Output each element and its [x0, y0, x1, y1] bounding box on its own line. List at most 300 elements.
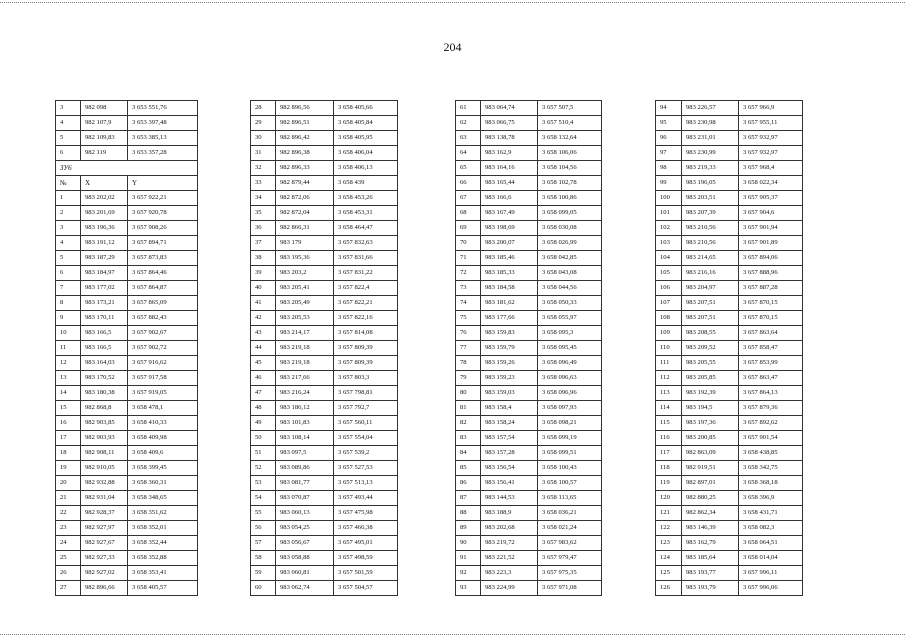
x-coordinate: 982 908,11 — [81, 446, 128, 461]
x-coordinate: 982 863,09 — [682, 446, 739, 461]
x-coordinate: 983 056,67 — [276, 536, 334, 551]
x-coordinate: X — [81, 176, 128, 191]
x-coordinate: 982 919,51 — [682, 461, 739, 476]
table-row — [56, 506, 198, 521]
point-number: 77 — [456, 341, 481, 356]
y-coordinate: 3 657 979,47 — [538, 551, 602, 566]
x-coordinate: 983 187,29 — [81, 251, 128, 266]
point-number: 124 — [656, 551, 682, 566]
table-row — [56, 416, 198, 431]
point-number: 112 — [656, 371, 682, 386]
y-coordinate: 3 658 064,51 — [739, 536, 803, 551]
x-coordinate: 983 167,49 — [481, 206, 538, 221]
y-coordinate: 3 653 385,13 — [128, 131, 198, 146]
x-coordinate: 982 927,67 — [81, 536, 128, 551]
table-row — [251, 221, 398, 236]
y-coordinate: 3 658 096,49 — [538, 356, 602, 371]
x-coordinate: 983 184,97 — [81, 266, 128, 281]
section-label: ЗУ6 — [56, 161, 198, 176]
x-coordinate: 983 205,41 — [276, 281, 334, 296]
y-coordinate: 3 658 036,21 — [538, 506, 602, 521]
point-number: 120 — [656, 491, 682, 506]
y-coordinate: 3 658 396,9 — [739, 491, 803, 506]
table-row — [251, 431, 398, 446]
table-row — [656, 116, 803, 131]
x-coordinate: 982 866,31 — [276, 221, 334, 236]
point-number: 98 — [656, 161, 682, 176]
top-scan-edge — [0, 2, 905, 3]
point-number: 96 — [656, 131, 682, 146]
point-number: 38 — [251, 251, 276, 266]
y-coordinate: 3 658 132,64 — [538, 131, 602, 146]
x-coordinate: 983 060,81 — [276, 566, 334, 581]
point-number: 23 — [56, 521, 81, 536]
table-row — [456, 401, 602, 416]
y-coordinate: 3 657 920,78 — [128, 206, 198, 221]
table-row — [56, 551, 198, 566]
point-number: 26 — [56, 566, 81, 581]
y-coordinate: 3 658 055,97 — [538, 311, 602, 326]
y-coordinate: 3 657 527,53 — [334, 461, 398, 476]
x-coordinate: 983 219,72 — [481, 536, 538, 551]
table-row — [656, 521, 803, 536]
table-row — [251, 476, 398, 491]
y-coordinate: 3 657 882,43 — [128, 311, 198, 326]
table-row — [56, 266, 198, 281]
table-row — [56, 356, 198, 371]
table-row — [251, 371, 398, 386]
y-coordinate: 3 657 919,05 — [128, 386, 198, 401]
x-coordinate: 982 119 — [81, 146, 128, 161]
y-coordinate: 3 658 453,26 — [334, 191, 398, 206]
x-coordinate: 982 928,37 — [81, 506, 128, 521]
y-coordinate: 3 658 351,62 — [128, 506, 198, 521]
y-coordinate: 3 657 901,89 — [739, 236, 803, 251]
x-coordinate: 983 179 — [276, 236, 334, 251]
x-coordinate: 983 203,51 — [682, 191, 739, 206]
x-coordinate: 983 193,77 — [682, 566, 739, 581]
y-coordinate: 3 657 879,36 — [739, 401, 803, 416]
table-row — [456, 191, 602, 206]
point-number: 90 — [456, 536, 481, 551]
x-coordinate: 983 226,57 — [682, 101, 739, 116]
table-row — [456, 476, 602, 491]
y-coordinate: 3 658 405,84 — [334, 116, 398, 131]
point-number: 109 — [656, 326, 682, 341]
table-row — [251, 506, 398, 521]
page-number: 204 — [443, 40, 462, 54]
y-coordinate: 3 657 863,64 — [739, 326, 803, 341]
y-coordinate: 3 658 368,18 — [739, 476, 803, 491]
point-number: 93 — [456, 581, 481, 596]
table-row — [656, 356, 803, 371]
y-coordinate: 3 657 863,47 — [739, 371, 803, 386]
table-row — [656, 131, 803, 146]
x-coordinate: 983 231,01 — [682, 131, 739, 146]
y-coordinate: 3 657 504,57 — [334, 581, 398, 596]
table-row — [656, 236, 803, 251]
table-row — [656, 461, 803, 476]
point-number: 69 — [456, 221, 481, 236]
y-coordinate: 3 657 831,22 — [334, 266, 398, 281]
y-coordinate: 3 657 888,96 — [739, 266, 803, 281]
table-row — [456, 416, 602, 431]
y-coordinate: 3 658 409,6 — [128, 446, 198, 461]
x-coordinate: 983 162,9 — [481, 146, 538, 161]
x-coordinate: 983 191,12 — [81, 236, 128, 251]
point-number: 87 — [456, 491, 481, 506]
table-row — [251, 386, 398, 401]
point-number: 71 — [456, 251, 481, 266]
table-header-row — [56, 176, 198, 191]
table-row — [456, 296, 602, 311]
x-coordinate: 983 089,86 — [276, 461, 334, 476]
point-number: 52 — [251, 461, 276, 476]
x-coordinate: 983 159,26 — [481, 356, 538, 371]
table-row — [251, 491, 398, 506]
point-number: 18 — [56, 446, 81, 461]
point-number: 6 — [56, 266, 81, 281]
y-coordinate: 3 657 858,47 — [739, 341, 803, 356]
table-row — [56, 146, 198, 161]
table-row — [456, 206, 602, 221]
y-coordinate: 3 657 971,08 — [538, 581, 602, 596]
table-row — [251, 161, 398, 176]
point-number: 25 — [56, 551, 81, 566]
bottom-scan-edge — [0, 634, 905, 635]
x-coordinate: 983 186,12 — [276, 401, 334, 416]
y-coordinate: 3 657 560,11 — [334, 416, 398, 431]
y-coordinate: 3 658 100,57 — [538, 476, 602, 491]
point-number: 31 — [251, 146, 276, 161]
point-number: 27 — [56, 581, 81, 596]
table-row — [656, 296, 803, 311]
point-number: 81 — [456, 401, 481, 416]
x-coordinate: 982 896,56 — [276, 101, 334, 116]
point-number: 119 — [656, 476, 682, 491]
point-number: 13 — [56, 371, 81, 386]
x-coordinate: 982 107,9 — [81, 116, 128, 131]
x-coordinate: 982 896,38 — [276, 146, 334, 161]
y-coordinate: 3 658 097,93 — [538, 401, 602, 416]
table-row — [656, 491, 803, 506]
y-coordinate: 3 658 098,21 — [538, 416, 602, 431]
point-number: 40 — [251, 281, 276, 296]
table-row — [56, 311, 198, 326]
y-coordinate: 3 657 894,71 — [128, 236, 198, 251]
y-coordinate: 3 657 864,13 — [739, 386, 803, 401]
y-coordinate: 3 657 865,09 — [128, 296, 198, 311]
x-coordinate: 983 207,51 — [682, 311, 739, 326]
y-coordinate: 3 658 405,66 — [334, 101, 398, 116]
table-row — [656, 386, 803, 401]
x-coordinate: 982 897,01 — [682, 476, 739, 491]
y-coordinate: 3 657 803,3 — [334, 371, 398, 386]
point-number: 56 — [251, 521, 276, 536]
x-coordinate: 983 184,58 — [481, 281, 538, 296]
x-coordinate: 983 159,79 — [481, 341, 538, 356]
y-coordinate: 3 657 498,59 — [334, 551, 398, 566]
point-number: 126 — [656, 581, 682, 596]
table-row — [456, 341, 602, 356]
point-number: 99 — [656, 176, 682, 191]
table-row — [656, 221, 803, 236]
point-number: 3 — [56, 101, 81, 116]
x-coordinate: 983 177,02 — [81, 281, 128, 296]
x-coordinate: 983 185,46 — [481, 251, 538, 266]
x-coordinate: 983 101,83 — [276, 416, 334, 431]
table-row — [656, 371, 803, 386]
y-coordinate: 3 657 792,7 — [334, 401, 398, 416]
point-number: 9 — [56, 311, 81, 326]
x-coordinate: 983 166,6 — [481, 191, 538, 206]
point-number: 33 — [251, 176, 276, 191]
table-row — [56, 461, 198, 476]
x-coordinate: 983 202,68 — [481, 521, 538, 536]
point-number: 59 — [251, 566, 276, 581]
point-number: 63 — [456, 131, 481, 146]
table-row — [456, 491, 602, 506]
table-row — [56, 116, 198, 131]
y-coordinate: 3 653 397,48 — [128, 116, 198, 131]
table-row — [656, 266, 803, 281]
point-number: 5 — [56, 251, 81, 266]
x-coordinate: 982 098 — [81, 101, 128, 116]
y-coordinate: 3 658 113,65 — [538, 491, 602, 506]
table-row — [456, 521, 602, 536]
y-coordinate: 3 657 887,28 — [739, 281, 803, 296]
y-coordinate: 3 657 901,54 — [739, 431, 803, 446]
x-coordinate: 983 166,5 — [81, 341, 128, 356]
x-coordinate: 983 193,79 — [682, 581, 739, 596]
table-row — [456, 116, 602, 131]
table-row — [656, 326, 803, 341]
x-coordinate: 983 159,83 — [481, 326, 538, 341]
table-row — [56, 131, 198, 146]
table-row — [251, 176, 398, 191]
x-coordinate: 983 219,18 — [276, 341, 334, 356]
y-coordinate: 3 657 822,4 — [334, 281, 398, 296]
table-row — [656, 416, 803, 431]
point-number: 66 — [456, 176, 481, 191]
section-label-row — [56, 161, 198, 176]
point-number: 54 — [251, 491, 276, 506]
table-row — [251, 206, 398, 221]
y-coordinate: 3 657 870,15 — [739, 311, 803, 326]
y-coordinate: 3 658 406,04 — [334, 146, 398, 161]
table-row — [656, 311, 803, 326]
y-coordinate: 3 657 916,62 — [128, 356, 198, 371]
x-coordinate: 983 159,23 — [481, 371, 538, 386]
x-coordinate: 983 230,98 — [682, 116, 739, 131]
table-row — [251, 296, 398, 311]
x-coordinate: 983 203,2 — [276, 266, 334, 281]
x-coordinate: 983 208,55 — [682, 326, 739, 341]
table-row — [251, 401, 398, 416]
point-number: 58 — [251, 551, 276, 566]
point-number: 100 — [656, 191, 682, 206]
table-row — [56, 536, 198, 551]
y-coordinate: 3 657 822,16 — [334, 311, 398, 326]
x-coordinate: 983 205,85 — [682, 371, 739, 386]
x-coordinate: 982 927,02 — [81, 566, 128, 581]
x-coordinate: 982 879,44 — [276, 176, 334, 191]
y-coordinate: 3 658 405,95 — [334, 131, 398, 146]
x-coordinate: 983 144,53 — [481, 491, 538, 506]
table-row — [251, 566, 398, 581]
table-row — [251, 536, 398, 551]
table-row — [56, 581, 198, 596]
table-row — [456, 506, 602, 521]
point-number: 65 — [456, 161, 481, 176]
point-number: 3 — [56, 221, 81, 236]
x-coordinate: 983 180,38 — [81, 386, 128, 401]
y-coordinate: 3 657 493,44 — [334, 491, 398, 506]
y-coordinate: 3 657 466,38 — [334, 521, 398, 536]
point-number: 72 — [456, 266, 481, 281]
table-row — [251, 101, 398, 116]
point-number: 113 — [656, 386, 682, 401]
x-coordinate: 983 217,66 — [276, 371, 334, 386]
table-row — [251, 131, 398, 146]
x-coordinate: 983 207,39 — [682, 206, 739, 221]
x-coordinate: 982 896,42 — [276, 131, 334, 146]
point-number: 125 — [656, 566, 682, 581]
point-number: 12 — [56, 356, 81, 371]
x-coordinate: 983 195,36 — [276, 251, 334, 266]
table-row — [251, 236, 398, 251]
y-coordinate: Y — [128, 176, 198, 191]
table-row — [56, 491, 198, 506]
x-coordinate: 983 214,65 — [682, 251, 739, 266]
point-number: 17 — [56, 431, 81, 446]
y-coordinate: 3 658 102,78 — [538, 176, 602, 191]
y-coordinate: 3 657 968,4 — [739, 161, 803, 176]
table-row — [456, 101, 602, 116]
point-number: 103 — [656, 236, 682, 251]
x-coordinate: 983 164,16 — [481, 161, 538, 176]
y-coordinate: 3 657 966,9 — [739, 101, 803, 116]
point-number: 45 — [251, 356, 276, 371]
y-coordinate: 3 658 360,31 — [128, 476, 198, 491]
y-coordinate: 3 657 501,59 — [334, 566, 398, 581]
coordinate-table-1 — [55, 100, 198, 596]
y-coordinate: 3 658 100,86 — [538, 191, 602, 206]
x-coordinate: 983 054,25 — [276, 521, 334, 536]
table-row — [456, 536, 602, 551]
point-number: 84 — [456, 446, 481, 461]
point-number: 91 — [456, 551, 481, 566]
table-row — [456, 431, 602, 446]
x-coordinate: 983 156,54 — [481, 461, 538, 476]
point-number: 55 — [251, 506, 276, 521]
y-coordinate: 3 657 539,2 — [334, 446, 398, 461]
y-coordinate: 3 658 478,1 — [128, 401, 198, 416]
y-coordinate: 3 657 905,37 — [739, 191, 803, 206]
x-coordinate: 983 166,5 — [81, 326, 128, 341]
table-row — [251, 341, 398, 356]
y-coordinate: 3 658 095,3 — [538, 326, 602, 341]
table-row — [456, 221, 602, 236]
point-number: 95 — [656, 116, 682, 131]
table-row — [656, 506, 803, 521]
table-row — [251, 521, 398, 536]
x-coordinate: 982 872,04 — [276, 206, 334, 221]
table-row — [656, 431, 803, 446]
x-coordinate: 982 910,05 — [81, 461, 128, 476]
y-coordinate: 3 657 510,4 — [538, 116, 602, 131]
x-coordinate: 983 205,55 — [682, 356, 739, 371]
y-coordinate: 3 657 975,35 — [538, 566, 602, 581]
y-coordinate: 3 658 348,65 — [128, 491, 198, 506]
point-number: 104 — [656, 251, 682, 266]
table-row — [656, 566, 803, 581]
table-row — [456, 386, 602, 401]
point-number: 62 — [456, 116, 481, 131]
y-coordinate: 3 658 044,56 — [538, 281, 602, 296]
table-row — [456, 581, 602, 596]
table-row — [656, 446, 803, 461]
x-coordinate: 983 207,51 — [682, 296, 739, 311]
table-row — [56, 446, 198, 461]
table-row — [56, 281, 198, 296]
x-coordinate: 983 200,85 — [682, 431, 739, 446]
x-coordinate: 983 062,74 — [276, 581, 334, 596]
y-coordinate: 3 657 513,13 — [334, 476, 398, 491]
y-coordinate: 3 658 026,99 — [538, 236, 602, 251]
table-row — [456, 446, 602, 461]
table-row — [656, 161, 803, 176]
y-coordinate: 3 658 399,45 — [128, 461, 198, 476]
y-coordinate: 3 658 406,13 — [334, 161, 398, 176]
x-coordinate: 983 201,69 — [81, 206, 128, 221]
y-coordinate: 3 658 405,57 — [128, 581, 198, 596]
point-number: 121 — [656, 506, 682, 521]
y-coordinate: 3 657 831,66 — [334, 251, 398, 266]
point-number: 15 — [56, 401, 81, 416]
table-row — [251, 146, 398, 161]
x-coordinate: 982 880,25 — [682, 491, 739, 506]
y-coordinate: 3 653 551,76 — [128, 101, 198, 116]
table-row — [56, 236, 198, 251]
table-row — [251, 116, 398, 131]
x-coordinate: 982 896,66 — [81, 581, 128, 596]
y-coordinate: 3 657 894,06 — [739, 251, 803, 266]
table-row — [56, 326, 198, 341]
point-number: 70 — [456, 236, 481, 251]
point-number: 80 — [456, 386, 481, 401]
table-row — [456, 281, 602, 296]
x-coordinate: 983 157,54 — [481, 431, 538, 446]
point-number: 41 — [251, 296, 276, 311]
x-coordinate: 982 932,88 — [81, 476, 128, 491]
x-coordinate: 982 927,97 — [81, 521, 128, 536]
y-coordinate: 3 658 352,44 — [128, 536, 198, 551]
x-coordinate: 983 219,18 — [276, 356, 334, 371]
table-row — [656, 206, 803, 221]
point-number: 51 — [251, 446, 276, 461]
coordinate-table-4 — [655, 100, 803, 596]
x-coordinate: 983 205,49 — [276, 296, 334, 311]
point-number: 35 — [251, 206, 276, 221]
y-coordinate: 3 657 917,58 — [128, 371, 198, 386]
y-coordinate: 3 658 030,08 — [538, 221, 602, 236]
x-coordinate: 983 200,07 — [481, 236, 538, 251]
x-coordinate: 983 188,9 — [481, 506, 538, 521]
table-row — [56, 191, 198, 206]
y-coordinate: 3 658 082,3 — [739, 521, 803, 536]
x-coordinate: 983 216,16 — [682, 266, 739, 281]
